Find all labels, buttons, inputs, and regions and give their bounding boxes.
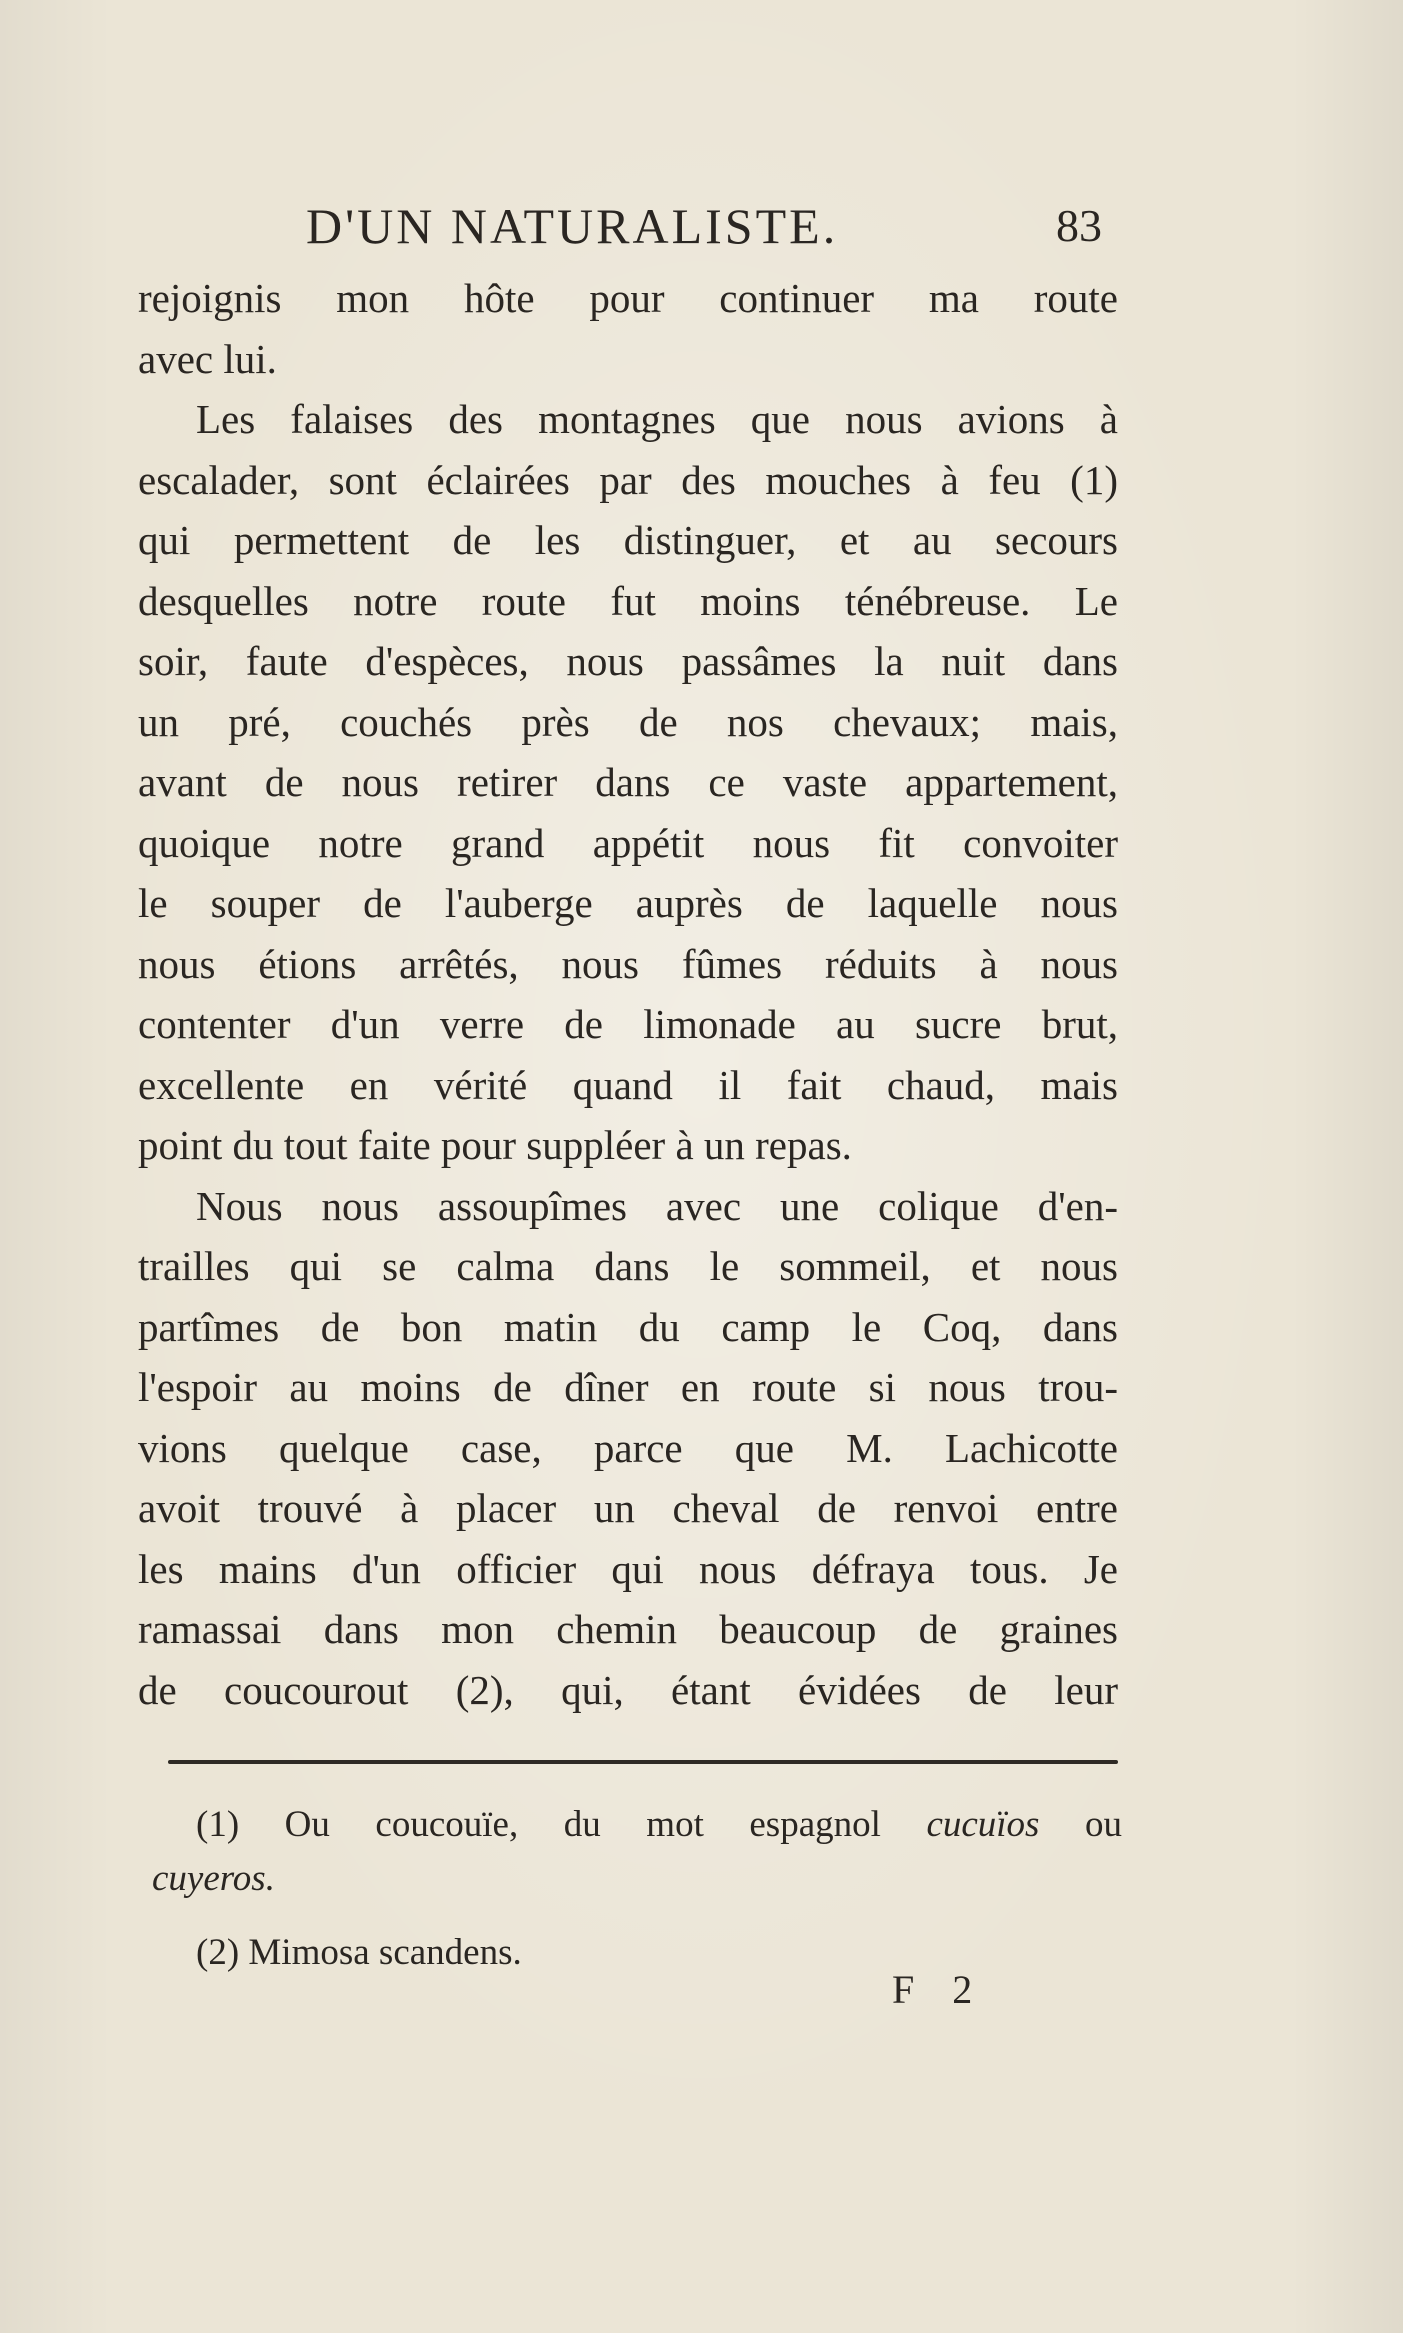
text-line: quoique notre grand appétit nous fit convoiter — [138, 819, 1118, 866]
text-line: l'espoir au moins de dîner en route si nous trou- — [138, 1364, 1118, 1410]
footnote-rule — [168, 1760, 1118, 1764]
footnote-1-cont-italic: cuyeros. — [152, 1858, 275, 1899]
footnote-2: (2) Mimosa scandens. — [196, 1932, 522, 1973]
text-line: escalader, sont éclairées par des mouches à feu (1) — [138, 456, 1118, 503]
text-line: trailles qui se calma dans le sommeil, et nous — [138, 1243, 1118, 1289]
text-line: Nous nous assoupîmes avec une colique d'en- — [196, 1182, 1118, 1229]
text-line: qui permettent de les distinguer, et au secours — [138, 517, 1118, 563]
signature-mark: F 2 — [892, 1967, 987, 2012]
text-line: ramassai dans mon chemin beaucoup de graines — [138, 1606, 1118, 1652]
text-line: de coucourout (2), qui, étant évidées de leur — [138, 1666, 1118, 1713]
running-title: D'UN NATURALISTE. — [306, 198, 839, 254]
page-header — [306, 195, 1102, 257]
text-line: vions quelque case, parce que M. Lachicotte — [138, 1424, 1118, 1471]
page-number: 83 — [1056, 200, 1102, 251]
text-line: rejoignis mon hôte pour continuer ma route — [138, 275, 1118, 321]
text-line: le souper de l'auberge auprès de laquelle nous — [138, 880, 1118, 926]
text-line: avoit trouvé à placer un cheval de renvoi entre — [138, 1485, 1118, 1531]
text-line: contenter d'un verre de limonade au sucre brut, — [138, 1001, 1118, 1047]
text-line: point du tout faite pour suppléer à un repas. — [138, 1122, 852, 1168]
body-text — [138, 268, 1118, 1720]
text-line: soir, faute d'espèces, nous passâmes la nuit dans — [138, 638, 1118, 684]
footnotes — [152, 1798, 1122, 1980]
footnote-1 — [152, 1798, 1122, 1852]
text-line: avant de nous retirer dans ce vaste appartement, — [138, 759, 1118, 805]
footnote-1-text: (1) Ou coucouïe, du mot espagnol — [196, 1804, 881, 1845]
text-line: avec lui. — [138, 335, 277, 382]
footnote-1-tail: ou — [1085, 1804, 1122, 1845]
text-line: les mains d'un officier qui nous défraya tous. Je — [138, 1545, 1118, 1592]
footnote-1-continuation — [152, 1852, 1122, 1906]
text-line: desquelles notre route fut moins ténébreuse. Le — [138, 577, 1118, 624]
text-line: partîmes de bon matin du camp le Coq, dans — [138, 1303, 1118, 1350]
text-line: Les falaises des montagnes que nous avions à — [196, 396, 1118, 442]
text-line: un pré, couchés près de nos chevaux; mais, — [138, 698, 1118, 745]
footnote-1-italic: cucuïos — [926, 1804, 1040, 1845]
text-line: excellente en vérité quand il fait chaud, mais — [138, 1061, 1118, 1108]
text-line: nous étions arrêtés, nous fûmes réduits à nous — [138, 940, 1118, 987]
